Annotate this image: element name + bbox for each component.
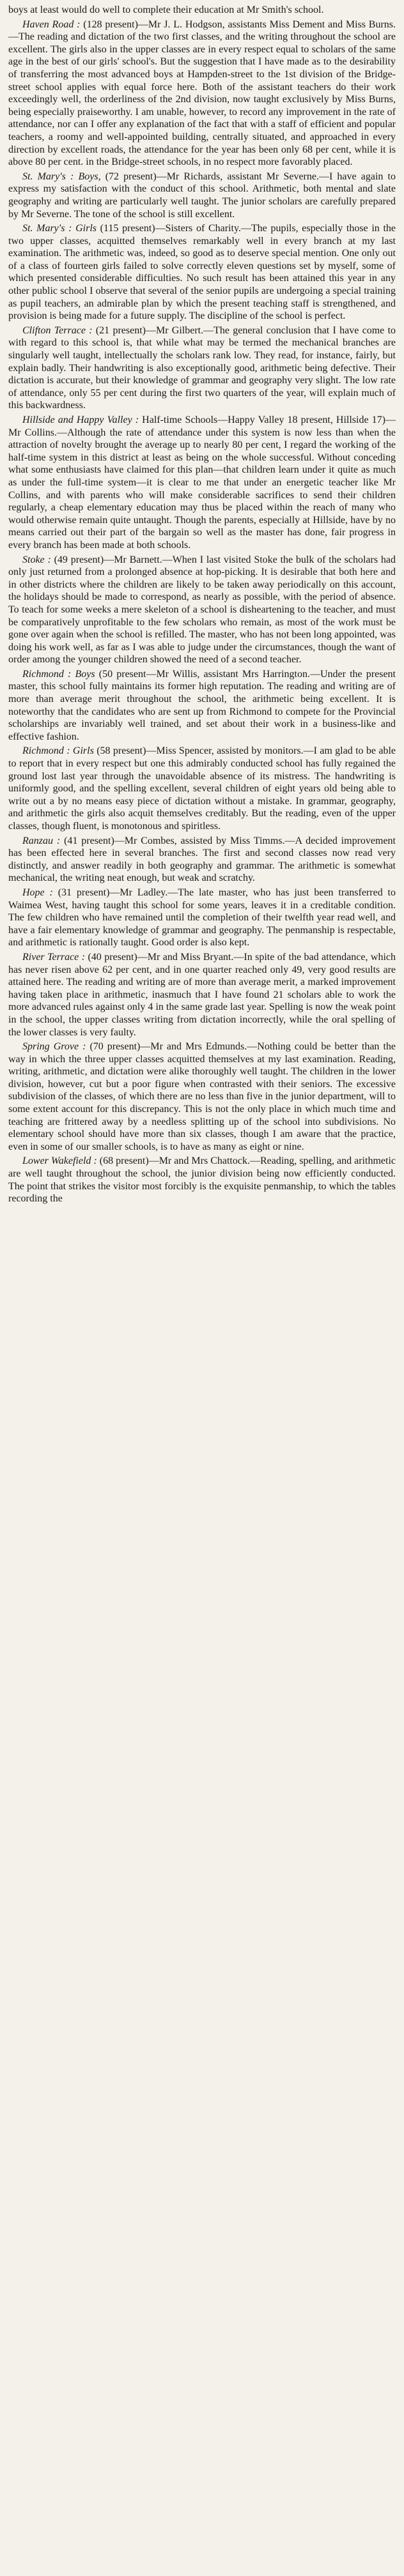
paragraph-body: (49 present)—Mr Barnett.—When I last visited Stoke the bulk of the scholars had only just returned from a prolonged absence at hop-picking. It is desirable that both here and in other districts where the children are likely to be taken away periodically on this account, the holidays should be made to correspond, as nearly as possible, with the period of absence. To teach for some weeks a mere skeleton of a school is disheartening to the teacher, and must be comparatively unprofitable to the few scholars who remain, as most of the work must be gone over again when the school is refilled. The master, who has not been long appointed, was doing his work well, as far as I was able to judge under the circumstances, though the want of order among the younger children showed the need of a second teacher. — [8, 554, 396, 666]
paragraph-body: (72 present)—Mr Richards, assistant Mr Severne.—I have again to express my satisfaction with the conduct of this school. Arithmetic, both mental and slate geography and writing are particularly well taught. The junior scholars are carefully prepared by Mr Severne. The tone of the school is still excellent. — [8, 171, 396, 220]
paragraph-ranzau — [8, 835, 396, 885]
paragraph-body: (41 present)—Mr Combes, assisted by Miss Timms.—A decided improvement has been effected here in several branches. The first and second classes now read very distinctly, and answer readily in both geography and grammar. The arithmetic is somewhat mechanical, the writing neat enough, but weak and scratchy. — [8, 835, 396, 884]
paragraph-stoke — [8, 554, 396, 666]
paragraph-body: (70 present)—Mr and Mrs Edmunds.—Nothing could be better than the way in which the three upper classes acquitted themselves at my last examination. Reading, writing, arithmetic, and dictation were alike thoroughly well taught. The children in the lower division, however, cut but a poor figure when contrasted with their seniors. The excessive subdivision of the classes, of which there are no less than five in the junior department, will to some extent account for this discrepancy. This is not the only place in which much time and teaching are frittered away by a needless splitting up of the school into subdivisions. No elementary school should have more than six classes, though I am aware that the practice, even in some of our smaller schools, is to have as many as eight or nine. — [8, 1041, 396, 1152]
school-heading-stoke: Stoke : — [22, 554, 51, 565]
paragraph-body: (40 present)—Mr and Miss Bryant.—In spite of the bad attendance, which has never risen above 62 per cent, and in one quarter reached only 49, very good results are attained here. The reading and writing are of more than average merit, a marked improvement having taken place in arithmetic, inasmuch that I have found 21 scholars able to work the more advanced rules against only 4 in the same grade last year. Spelling is now the weak point in the school, the upper classes writing from dictation incorrectly, while the oral spelling of the lower classes is very faulty. — [8, 951, 396, 1038]
school-heading-hope: Hope : — [22, 887, 53, 898]
paragraph-hillside-happy-valley — [8, 414, 396, 552]
school-heading-st-marys-girls: St. Mary's : Girls — [22, 223, 97, 234]
school-heading-clifton-terrace: Clifton Terrace : — [22, 324, 93, 336]
school-heading-richmond-girls: Richmond : Girls — [22, 745, 94, 757]
paragraph-body: Half-time Schools—Happy Valley 18 present, Hillside 17)—Mr Collins.—Although the rate of attendance under this system is now less than when the attraction of novelty brought the average up to nearly 80 per cent, I regard the working of the half-time system in this district at least as being on the whole successful. Without conceding what some enthusiasts have claimed for this plan—that children learn under it quite as much as under the full-time system—it is clear to me that under an energetic teacher like Mr Collins, and with parents who will make considerable sacrifices to send their children regularly, a cheap elementary education may thus be placed within the reach of many who would otherwise remain quite untaught. Though the parents, especially at Hillside, have by no means carried out their part of the bargain so well as the master has done, fair progress in every branch has been made at both schools. — [8, 415, 396, 551]
paragraph-body: (128 present)—Mr J. L. Hodgson, assistants Miss Dement and Miss Burns.—The reading and dictation of the two first classes, and the writing throughout the school are excellent. The girls also in the upper classes are in every respect equal to scholars of the same age in the best of our girls' school's. But the suggestion that I have made as to the desirability of transferring the most advanced boys at Hampden-street to the 1st division of the Bridge-street school applies with equal force here. Both of the assistant teachers do their work exceedingly well, the orderliness of the 2nd division, now taught exclusively by Miss Burns, being especially praiseworthy. I am unable, however, to record any improvement in the rate of attendance, nor can I offer any explanation of the fact that with a staff of efficient and popular teachers, a roomy and well-appointed building, centrally situated, and approached in every direction by excellent roads, the attendance for the year has been only 68 per cent, while it is above 80 per cent. in the Bridge-street schools, in no respect more favorably placed. — [8, 19, 396, 168]
school-heading-haven-road: Haven Road : — [22, 19, 81, 30]
school-heading-lower-wakefield: Lower Wakefield : — [22, 1155, 97, 1167]
paragraph-richmond-girls — [8, 745, 396, 832]
paragraph-haven-road — [8, 19, 396, 169]
paragraph-richmond-boys — [8, 668, 396, 743]
paragraph-body: boys at least would do well to complete their education at Mr Smith's school. — [8, 4, 324, 15]
paragraph-body: (115 present)—Sisters of Charity.—The pupils, especially those in the two upper classes, acquitted themselves remarkably well in every branch at my last examination. The arithmetic was, indeed, so good as to deserve special mention. One only out of a class of fourteen girls failed to solve correctly eleven questions set by myself, some of which presented considerable difficulties. No such result has been attained this year in any other public school I observe that several of the senior pupils are undergoing a special training as pupil teachers, an admirable plan by which the present teaching staff is strengthened, and provision is being made for a future supply. The discipline of the school is perfect. — [8, 223, 396, 322]
paragraph-spring-grove — [8, 1040, 396, 1153]
paragraph-st-marys-boys — [8, 171, 396, 220]
paragraph-lower-wakefield — [8, 1155, 396, 1205]
article-column — [8, 4, 396, 1205]
school-heading-spring-grove: Spring Grove : — [22, 1041, 86, 1053]
paragraph-river-terrace — [8, 951, 396, 1039]
school-heading-ranzau: Ranzau : — [22, 835, 61, 846]
school-heading-river-terrace: River Terrace : — [22, 951, 86, 963]
paragraph-hope — [8, 887, 396, 949]
school-heading-richmond-boys: Richmond : Boys — [22, 668, 95, 680]
paragraph-body: (58 present)—Miss Spencer, assisted by monitors.—I am glad to be able to report that in every respect but one this admirably conducted school has fully regained the ground lost last year through the unavoidable absence of its mistress. The handwriting is uniformly good, and the spelling excellent, several children of eight years old being able to write out a by no means easy piece of dictation without a mistake. In grammar, geography, and arithmetic the girls also acquit themselves creditably. But the reading, even of the upper classes, though fluent, is monotonous and spiritless. — [8, 745, 396, 832]
paragraph-body: (31 present)—Mr Ladley.—The late master, who has just been transferred to Waimea West, having taught this school for some years, leaves it in a creditable condition. The few children who have remained until the completion of their twelfth year read well, and have a fair elementary knowledge of grammar and geography. The penmanship is respectable, and arithmetic is rationally taught. Good order is also kept. — [8, 887, 396, 949]
paragraph-body: (68 present)—Mr and Mrs Chattock.—Reading, spelling, and arithmetic are well taught throughout the school, the junior division being now efficiently conducted. The point that strikes the visitor most forcibly is the exquisite penmanship, to which the tables recording the — [8, 1155, 396, 1205]
paragraph-continued-text — [8, 4, 396, 17]
paragraph-body: (21 present)—Mr Gilbert.—The general conclusion that I have come to with regard to this school is, that while what may be termed the mechanical branches are singularly well taught, intellectually the scholars rank low. They read, for instance, fairly, but explain badly. Their handwriting is also exceptionally good, arithmetic being defective. Their dictation is accurate, but their knowledge of grammar and geography very slight. The low rate of attendance, only 55 per cent during the first two quarters of the year, will explain much of this backwardness. — [8, 324, 396, 411]
paragraph-body: (50 present—Mr Willis, assistant Mrs Harrington.—Under the present master, this school fully maintains its former high reputation. The reading and writing are of more than average merit throughout the school, the arithmetic being excellent. It is noteworthy that the candidates who are sent up from Richmond to compete for the Provincial scholarships are invariably well trained, and set about their work in a business-like and effective fashion. — [8, 668, 396, 742]
paragraph-st-marys-girls — [8, 222, 396, 323]
school-heading-hillside-happy-valley: Hillside and Happy Valley : — [22, 415, 139, 425]
school-heading-st-marys-boys: St. Mary's : Boys, — [22, 171, 101, 182]
paragraph-clifton-terrace — [8, 324, 396, 412]
